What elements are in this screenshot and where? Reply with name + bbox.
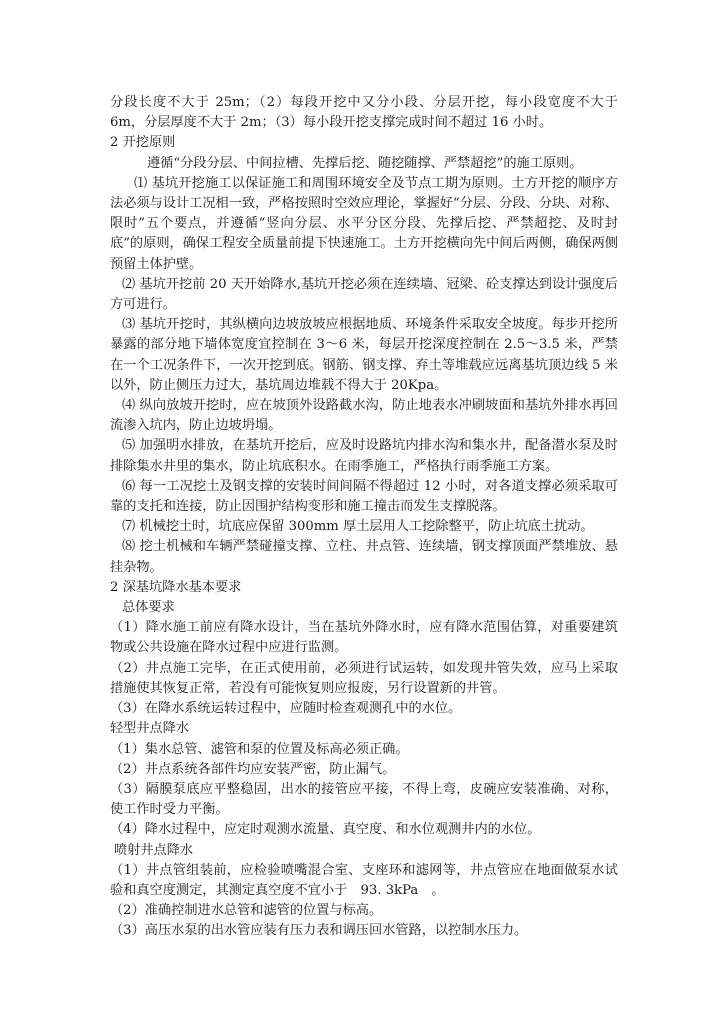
paragraph-item-7: ⑺ 机械挖土时，坑底应保留 300mm 厚土层用人工挖除整平，防止坑底土扰动。 <box>122 519 594 535</box>
paragraph-general-3: （3）在降水系统运转过程中，应随时检查观测孔中的水位。 <box>110 701 462 717</box>
paragraph-light-2: （2）井点系统各部件均应安装严密，防止漏气。 <box>110 761 396 777</box>
paragraph-light-1: （1）集水总管、滤管和泵的位置及标高必须正确。 <box>110 741 409 757</box>
paragraph-construction-principle: 遵循“分段分层、中间拉槽、先撑后挖、随挖随撑、严禁超挖”的施工原则。 <box>147 155 583 171</box>
paragraph-segment-length: 分段长度不大于 25m；（2）每段开挖中又分小段、分层开挖，每小段宽度不大于 6m，分层厚度不大于 2m；（3）每小段开挖支撑完成时间不超过 16 小时。 <box>110 95 618 131</box>
heading-light-wellpoint: 轻型井点降水 <box>110 721 190 737</box>
paragraph-light-3: （3）隔膜泵底应平整稳固，出水的接管应平接，不得上弯，皮碗应安装准确、对称，使工作时受力平衡。 <box>110 781 618 818</box>
paragraph-item-8: ⑻ 挖土机械和车辆严禁碰撞支撑、立柱、井点管、连续墙，钢支撑顶面严禁堆放、悬挂杂物。 <box>110 539 618 575</box>
paragraph-item-3: ⑶ 基坑开挖时，其纵横向边坡放坡应根据地质、环境条件采取安全坡度。每步开挖所暴露的部分地下墙体宽度宜控制在 3～6 米，每层开挖深度控制在 2.5～3.5 米，严禁在一个工况条件下，一次开挖到底。钢筋、钢支撑、弃土等堆载应远离基坑顶边线 5 米以外，防止侧压力过大，基坑周边堆载不得大于 20Kpa。 <box>110 317 618 393</box>
paragraph-item-2: ⑵ 基坑开挖前 20 天开始降水,基坑开挖必须在连续墙、冠梁、砼支撑达到设计强度后方可进行。 <box>110 276 618 313</box>
paragraph-jet-1: （1）井点管组装前，应检验喷嘴混合室、支座环和滤网等，井点管应在地面做泵水试验和真空度测定，其测定真空度不宜小于 93. 3kPa 。 <box>110 862 618 898</box>
document-body <box>110 93 618 942</box>
paragraph-light-4: （4）降水过程中，应定时观测水流量、真空度、和水位观测井内的水位。 <box>110 822 541 838</box>
heading-dewatering-requirements: 2 深基坑降水基本要求 <box>110 579 242 595</box>
heading-jet-wellpoint: 喷射井点降水 <box>114 842 194 858</box>
paragraph-item-1: ⑴ 基坑开挖施工以保证施工和周围环境安全及节点工期为原则。土方开挖的顺序方法必须与设计工况相一致，严格按照时空效应理论，掌握好“分层、分段、分块、对称、限时”五个要点，并遵循“竖向分层、水平分区分段、先撑后挖、严禁超挖、及时封底”的原则，确保工程安全质量前提下快速施工。土方开挖横向先中间后两侧，确保两侧预留土体护壁。 <box>110 175 618 272</box>
paragraph-general-2: （2）井点施工完毕，在正式使用前，必须进行试运转，如发现井管失效，应马上采取措施使其恢复正常，若没有可能恢复则应报废，另行设置新的井管。 <box>110 660 618 696</box>
paragraph-item-4: ⑷ 纵向放坡开挖时，应在坡顶外设路截水沟，防止地表水冲刷坡面和基坑外排水再回流渗入坑内，防止边坡坍塌。 <box>110 398 618 434</box>
paragraph-item-5: ⑸ 加强明水排放，在基坑开挖后，应及时设路坑内排水沟和集水井，配备潜水泵及时排除集水井里的集水，防止坑底积水。在雨季施工，严格执行雨季施工方案。 <box>110 438 618 474</box>
heading-general-requirements: 总体要求 <box>122 600 175 616</box>
heading-excavation-principles: 2 开挖原则 <box>110 135 176 151</box>
paragraph-general-1: （1）降水施工前应有降水设计，当在基坑外降水时，应有降水范围估算，对重要建筑物或公共设施在降水过程中应进行监测。 <box>110 620 618 656</box>
paragraph-item-6: ⑹ 每一工况挖土及钢支撑的安装时间间隔不得超过 12 小时，对各道支撑必须采取可靠的支托和连接，防止因围护结构变形和施工撞击而发生支撑脱落。 <box>110 478 618 515</box>
paragraph-jet-2: （2）准确控制进水总管和滤管的位置与标高。 <box>110 903 383 919</box>
paragraph-jet-3: （3）高压水泵的出水管应装有压力表和调压回水管路，以控制水压力。 <box>110 923 528 939</box>
